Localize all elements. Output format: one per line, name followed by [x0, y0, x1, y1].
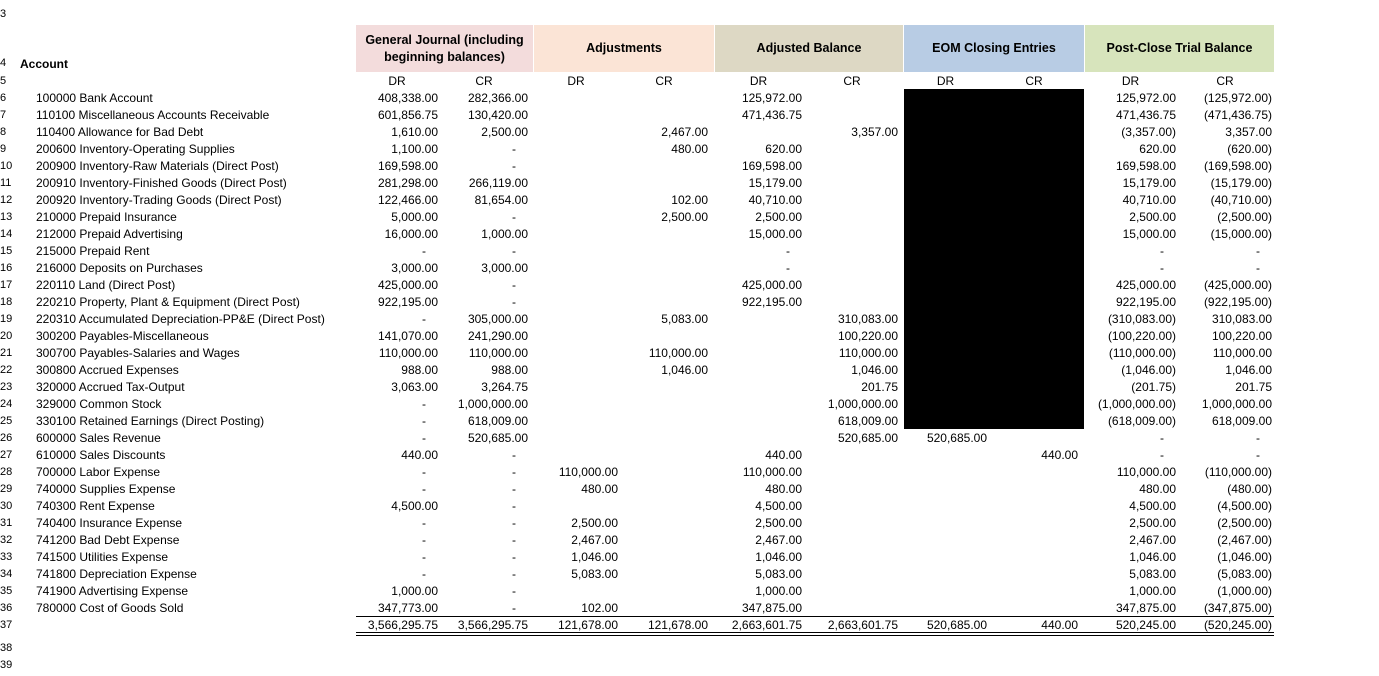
row-number[interactable]: 4 [0, 57, 7, 69]
row-number[interactable]: 31 [0, 517, 13, 529]
cr-header[interactable]: CR [475, 74, 493, 88]
amount-cell-ab-cr[interactable]: 1,046.00 [851, 363, 898, 377]
amount-cell-pc-dr[interactable]: 15,179.00 [1122, 176, 1176, 190]
header-general-journal[interactable]: General Journal (including beginning balances) [356, 25, 533, 72]
row-number[interactable]: 11 [0, 177, 12, 189]
amount-cell-gj-dr[interactable]: 922,195.00 [377, 295, 438, 309]
amount-cell-pc-dr[interactable]: 425,000.00 [1115, 278, 1176, 292]
amount-cell-gj-cr[interactable]: 130,420.00 [467, 108, 528, 122]
total-cell-gj-cr[interactable]: 3,566,295.75 [457, 618, 528, 632]
amount-cell-gj-dr[interactable]: - [422, 312, 426, 326]
amount-cell-gj-dr[interactable]: 988.00 [401, 363, 438, 377]
amount-cell-pc-cr[interactable]: (5,083.00) [1217, 567, 1272, 581]
amount-cell-ab-dr[interactable]: 2,500.00 [755, 516, 802, 530]
account-name[interactable]: 212000 Prepaid Advertising [36, 227, 183, 241]
amount-cell-gj-cr[interactable]: 1,000.00 [481, 227, 528, 241]
amount-cell-gj-cr[interactable]: 988.00 [491, 363, 528, 377]
account-name[interactable]: 740000 Supplies Expense [36, 482, 176, 496]
header-eom-closing[interactable]: EOM Closing Entries [904, 25, 1084, 72]
amount-cell-gj-cr[interactable]: 1,000,000.00 [457, 397, 528, 411]
amount-cell-adj-dr[interactable]: 102.00 [581, 601, 618, 615]
amount-cell-gj-cr[interactable]: - [512, 499, 516, 513]
row-number[interactable]: 23 [0, 381, 13, 393]
amount-cell-adj-dr[interactable]: 2,500.00 [571, 516, 618, 530]
row-number[interactable]: 7 [0, 109, 7, 121]
amount-cell-adj-cr[interactable]: 480.00 [671, 142, 708, 156]
amount-cell-pc-dr[interactable]: (1,000,000.00) [1097, 397, 1176, 411]
row-number[interactable]: 12 [0, 194, 13, 206]
redacted-block [904, 89, 1084, 429]
amount-cell-gj-cr[interactable]: - [512, 584, 516, 598]
amount-cell-ab-cr[interactable]: 520,685.00 [837, 431, 898, 445]
amount-cell-gj-dr[interactable]: 16,000.00 [384, 227, 438, 241]
amount-cell-gj-cr[interactable]: - [512, 159, 516, 173]
amount-cell-pc-dr[interactable]: 110,000.00 [1116, 465, 1176, 479]
row-number[interactable]: 29 [0, 483, 13, 495]
account-name[interactable]: 220210 Property, Plant & Equipment (Direct Post) [36, 295, 300, 309]
amount-cell-eom-dr[interactable]: 520,685.00 [926, 431, 987, 445]
total-cell-eom-dr[interactable]: 520,685.00 [926, 618, 987, 632]
amount-cell-pc-cr[interactable]: (2,467.00) [1217, 533, 1272, 547]
amount-cell-gj-dr[interactable]: 425,000.00 [377, 278, 438, 292]
amount-cell-ab-dr[interactable]: 4,500.00 [755, 499, 802, 513]
row-number[interactable]: 34 [0, 568, 13, 580]
row-number[interactable]: 30 [0, 500, 13, 512]
amount-cell-gj-dr[interactable]: - [422, 482, 426, 496]
amount-cell-pc-dr[interactable]: 1,046.00 [1129, 550, 1176, 564]
amount-cell-pc-cr[interactable]: (425,000.00) [1203, 278, 1272, 292]
amount-cell-pc-dr[interactable]: 5,083.00 [1129, 567, 1176, 581]
amount-cell-gj-cr[interactable]: - [512, 295, 516, 309]
account-name[interactable]: 200920 Inventory-Trading Goods (Direct Post) [36, 193, 282, 207]
amount-cell-gj-cr[interactable]: - [512, 278, 516, 292]
row-number[interactable]: 8 [0, 126, 7, 138]
amount-cell-pc-cr[interactable]: (169,598.00) [1203, 159, 1272, 173]
row-number[interactable]: 16 [0, 262, 13, 274]
amount-cell-adj-cr[interactable]: 1,046.00 [661, 363, 708, 377]
amount-cell-ab-dr[interactable]: 620.00 [765, 142, 802, 156]
amount-cell-ab-dr[interactable]: 5,083.00 [755, 567, 802, 581]
amount-cell-pc-dr[interactable]: 15,000.00 [1122, 227, 1176, 241]
total-cell-gj-dr[interactable]: 3,566,295.75 [367, 618, 438, 632]
amount-cell-pc-cr[interactable]: (15,179.00) [1210, 176, 1272, 190]
amount-cell-gj-cr[interactable]: - [512, 533, 516, 547]
amount-cell-gj-cr[interactable]: - [512, 210, 516, 224]
amount-cell-gj-dr[interactable]: 5,000.00 [391, 210, 438, 224]
amount-cell-pc-dr[interactable]: 40,710.00 [1122, 193, 1176, 207]
amount-cell-adj-cr[interactable]: 102.00 [671, 193, 708, 207]
cr-header[interactable]: CR [1216, 74, 1234, 88]
amount-cell-gj-dr[interactable]: - [422, 465, 426, 479]
account-name[interactable]: 110400 Allowance for Bad Debt [36, 125, 204, 139]
amount-cell-gj-dr[interactable]: 601,856.75 [377, 108, 438, 122]
amount-cell-adj-cr[interactable]: 110,000.00 [648, 346, 708, 360]
amount-cell-gj-cr[interactable]: 241,290.00 [467, 329, 528, 343]
amount-cell-pc-cr[interactable]: (15,000.00) [1210, 227, 1272, 241]
amount-cell-pc-dr[interactable]: - [1160, 261, 1164, 275]
dr-header[interactable]: DR [567, 74, 585, 88]
amount-cell-pc-cr[interactable]: - [1256, 448, 1260, 462]
amount-cell-pc-dr[interactable]: 125,972.00 [1115, 91, 1176, 105]
amount-cell-pc-dr[interactable]: (618,009.00) [1107, 414, 1176, 428]
amount-cell-gj-cr[interactable]: 81,654.00 [474, 193, 528, 207]
row-number[interactable]: 13 [0, 211, 13, 223]
amount-cell-ab-cr[interactable]: 100,220.00 [837, 329, 898, 343]
account-name[interactable]: 300700 Payables-Salaries and Wages [36, 346, 240, 360]
amount-cell-gj-dr[interactable]: 347,773.00 [377, 601, 438, 615]
row-number[interactable]: 32 [0, 534, 13, 546]
amount-cell-pc-cr[interactable]: - [1256, 431, 1260, 445]
amount-cell-gj-dr[interactable]: 169,598.00 [377, 159, 438, 173]
amount-cell-gj-dr[interactable]: - [422, 533, 426, 547]
account-name[interactable]: 700000 Labor Expense [36, 465, 161, 479]
amount-cell-gj-cr[interactable]: 110,000.00 [468, 346, 528, 360]
amount-cell-pc-cr[interactable]: (922,195.00) [1203, 295, 1272, 309]
amount-cell-ab-cr[interactable]: 110,000.00 [838, 346, 898, 360]
dr-header[interactable]: DR [749, 74, 768, 88]
amount-cell-pc-cr[interactable]: 100,220.00 [1211, 329, 1272, 343]
total-cell-pc-cr[interactable]: (520,245.00) [1203, 618, 1272, 632]
amount-cell-gj-cr[interactable]: - [512, 482, 516, 496]
account-name[interactable]: 300800 Accrued Expenses [36, 363, 179, 377]
amount-cell-ab-dr[interactable]: 2,500.00 [755, 210, 802, 224]
row-number[interactable]: 5 [0, 75, 7, 87]
amount-cell-gj-dr[interactable]: 1,100.00 [391, 142, 438, 156]
account-name[interactable]: 200900 Inventory-Raw Materials (Direct Post) [36, 159, 279, 173]
amount-cell-ab-dr[interactable]: - [786, 244, 790, 258]
row-number[interactable]: 10 [0, 160, 13, 172]
row-number[interactable]: 17 [0, 279, 13, 291]
amount-cell-gj-dr[interactable]: 141,070.00 [377, 329, 438, 343]
account-name[interactable]: 741500 Utilities Expense [36, 550, 169, 564]
totals-double-border [356, 635, 1274, 636]
amount-cell-gj-cr[interactable]: 3,264.75 [481, 380, 528, 394]
row-number[interactable]: 36 [0, 602, 13, 614]
amount-cell-pc-cr[interactable]: 201.75 [1235, 380, 1272, 394]
amount-cell-ab-dr[interactable]: 110,000.00 [742, 465, 802, 479]
amount-cell-pc-dr[interactable]: (201.75) [1131, 380, 1176, 394]
header-post-close[interactable]: Post-Close Trial Balance [1085, 25, 1274, 72]
amount-cell-adj-dr[interactable]: 5,083.00 [571, 567, 618, 581]
amount-cell-pc-cr[interactable]: 3,357.00 [1225, 125, 1272, 139]
amount-cell-gj-cr[interactable]: 2,500.00 [481, 125, 528, 139]
amount-cell-adj-dr[interactable]: 2,467.00 [571, 533, 618, 547]
account-name[interactable]: 200910 Inventory-Finished Goods (Direct Post) [36, 176, 287, 190]
amount-cell-pc-dr[interactable]: 2,500.00 [1129, 516, 1176, 530]
header-adjusted-balance[interactable]: Adjusted Balance [715, 25, 903, 72]
account-name[interactable]: 216000 Deposits on Purchases [36, 261, 203, 275]
amount-cell-adj-cr[interactable]: 2,467.00 [661, 125, 708, 139]
cr-header[interactable]: CR [1025, 74, 1043, 88]
amount-cell-ab-cr[interactable]: 618,009.00 [837, 414, 898, 428]
cr-header[interactable]: CR [655, 74, 673, 88]
amount-cell-gj-cr[interactable]: - [512, 567, 516, 581]
row-number[interactable]: 24 [0, 398, 13, 410]
account-header[interactable]: Account [20, 57, 68, 71]
amount-cell-ab-dr[interactable]: 480.00 [765, 482, 802, 496]
amount-cell-ab-dr[interactable]: 15,000.00 [748, 227, 802, 241]
row-number[interactable]: 22 [0, 364, 13, 376]
amount-cell-gj-cr[interactable]: - [512, 516, 516, 530]
amount-cell-pc-cr[interactable]: (2,500.00) [1217, 210, 1272, 224]
amount-cell-ab-dr[interactable]: 125,972.00 [741, 91, 802, 105]
amount-cell-pc-dr[interactable]: (110,000.00) [1108, 346, 1176, 360]
amount-cell-pc-cr[interactable]: - [1256, 244, 1260, 258]
amount-cell-gj-cr[interactable]: 618,009.00 [467, 414, 528, 428]
account-name[interactable]: 200600 Inventory-Operating Supplies [36, 142, 235, 156]
amount-cell-ab-dr[interactable]: 471,436.75 [741, 108, 802, 122]
account-name[interactable]: 741200 Bad Debt Expense [36, 533, 180, 547]
account-name[interactable]: 780000 Cost of Goods Sold [36, 601, 184, 615]
row-number[interactable]: 21 [0, 347, 13, 359]
row-number[interactable]: 35 [0, 585, 13, 597]
amount-cell-pc-dr[interactable]: 620.00 [1139, 142, 1176, 156]
row-number[interactable]: 27 [0, 449, 13, 461]
amount-cell-gj-dr[interactable]: 3,000.00 [391, 261, 438, 275]
amount-cell-pc-cr[interactable]: - [1256, 261, 1260, 275]
amount-cell-ab-dr[interactable]: 2,467.00 [755, 533, 802, 547]
amount-cell-gj-cr[interactable]: - [512, 550, 516, 564]
amount-cell-ab-dr[interactable]: 1,046.00 [755, 550, 802, 564]
amount-cell-pc-cr[interactable]: (110,000.00) [1204, 465, 1272, 479]
amount-cell-pc-dr[interactable]: - [1160, 448, 1164, 462]
row-number[interactable]: 20 [0, 330, 13, 342]
amount-cell-adj-dr[interactable]: 1,046.00 [571, 550, 618, 564]
totals-bottom-border [356, 632, 1274, 633]
row-number[interactable]: 25 [0, 415, 13, 427]
account-name[interactable]: 220310 Accumulated Depreciation-PP&E (Direct Post) [36, 312, 325, 326]
amount-cell-pc-cr[interactable]: 110,000.00 [1212, 346, 1272, 360]
account-name[interactable]: 110100 Miscellaneous Accounts Receivable [36, 108, 270, 122]
amount-cell-pc-dr[interactable]: (100,220.00) [1107, 329, 1176, 343]
row-number[interactable]: 14 [0, 228, 13, 240]
amount-cell-gj-cr[interactable]: - [512, 601, 516, 615]
row-number[interactable]: 9 [0, 143, 7, 155]
amount-cell-pc-cr[interactable]: (347,875.00) [1203, 601, 1272, 615]
row-number[interactable]: 33 [0, 551, 13, 563]
amount-cell-pc-dr[interactable]: 347,875.00 [1115, 601, 1176, 615]
amount-cell-gj-dr[interactable]: 4,500.00 [391, 499, 438, 513]
amount-cell-eom-cr[interactable]: 440.00 [1041, 448, 1078, 462]
row-number[interactable]: 19 [0, 313, 13, 325]
amount-cell-gj-cr[interactable]: 305,000.00 [467, 312, 528, 326]
amount-cell-ab-cr[interactable]: 201.75 [861, 380, 898, 394]
amount-cell-pc-cr[interactable]: (2,500.00) [1217, 516, 1272, 530]
amount-cell-pc-cr[interactable]: 1,000,000.00 [1201, 397, 1272, 411]
dr-header[interactable]: DR [936, 74, 955, 88]
account-name[interactable]: 320000 Accrued Tax-Output [36, 380, 185, 394]
total-cell-ab-dr[interactable]: 2,663,601.75 [731, 618, 802, 632]
account-name[interactable]: 329000 Common Stock [36, 397, 162, 411]
amount-cell-gj-cr[interactable]: 3,000.00 [481, 261, 528, 275]
amount-cell-gj-dr[interactable]: - [422, 516, 426, 530]
amount-cell-gj-dr[interactable]: 281,298.00 [377, 176, 438, 190]
amount-cell-pc-dr[interactable]: (3,357.00) [1121, 125, 1176, 139]
amount-cell-ab-cr[interactable]: 3,357.00 [851, 125, 898, 139]
row-number[interactable]: 37 [0, 619, 13, 631]
amount-cell-gj-dr[interactable]: - [422, 567, 426, 581]
amount-cell-ab-dr[interactable]: 440.00 [765, 448, 802, 462]
amount-cell-pc-dr[interactable]: 2,467.00 [1129, 533, 1176, 547]
amount-cell-pc-cr[interactable]: (40,710.00) [1210, 193, 1272, 207]
amount-cell-ab-dr[interactable]: 922,195.00 [741, 295, 802, 309]
account-name[interactable]: 740300 Rent Expense [36, 499, 155, 513]
amount-cell-pc-cr[interactable]: (620.00) [1227, 142, 1272, 156]
amount-cell-pc-cr[interactable]: (125,972.00) [1203, 91, 1272, 105]
amount-cell-ab-cr[interactable]: 310,083.00 [837, 312, 898, 326]
amount-cell-ab-dr[interactable]: 15,179.00 [748, 176, 802, 190]
account-name[interactable]: 741800 Depreciation Expense [36, 567, 197, 581]
account-name[interactable]: 215000 Prepaid Rent [36, 244, 150, 258]
amount-cell-pc-dr[interactable]: 169,598.00 [1115, 159, 1176, 173]
amount-cell-adj-cr[interactable]: 2,500.00 [661, 210, 708, 224]
amount-cell-pc-dr[interactable]: 471,436.75 [1115, 108, 1176, 122]
row-number[interactable]: 3 [0, 8, 7, 20]
header-adjustments[interactable]: Adjustments [534, 25, 714, 72]
amount-cell-ab-dr[interactable]: 1,000.00 [755, 584, 802, 598]
amount-cell-gj-cr[interactable]: 520,685.00 [467, 431, 528, 445]
amount-cell-pc-cr[interactable]: (4,500.00) [1217, 499, 1272, 513]
account-name[interactable]: 600000 Sales Revenue [36, 431, 161, 445]
amount-cell-gj-dr[interactable]: - [422, 397, 426, 411]
amount-cell-pc-cr[interactable]: (471,436.75) [1203, 108, 1272, 122]
amount-cell-pc-dr[interactable]: (310,083.00) [1107, 312, 1176, 326]
amount-cell-adj-dr[interactable]: 480.00 [581, 482, 618, 496]
amount-cell-gj-dr[interactable]: - [422, 431, 426, 445]
amount-cell-gj-cr[interactable]: 266,119.00 [468, 176, 528, 190]
row-number[interactable]: 15 [0, 245, 13, 257]
amount-cell-gj-dr[interactable]: 440.00 [401, 448, 438, 462]
amount-cell-ab-dr[interactable]: - [786, 261, 790, 275]
amount-cell-ab-dr[interactable]: 40,710.00 [748, 193, 802, 207]
amount-cell-pc-dr[interactable]: - [1160, 244, 1164, 258]
amount-cell-pc-cr[interactable]: 1,046.00 [1225, 363, 1272, 377]
cr-header[interactable]: CR [843, 74, 861, 88]
amount-cell-pc-dr[interactable]: 922,195.00 [1115, 295, 1176, 309]
amount-cell-pc-dr[interactable]: 1,000.00 [1129, 584, 1176, 598]
account-name[interactable]: 330100 Retained Earnings (Direct Posting) [36, 414, 265, 428]
amount-cell-ab-dr[interactable]: 425,000.00 [741, 278, 802, 292]
account-name[interactable]: 610000 Sales Discounts [36, 448, 166, 462]
row-number[interactable]: 26 [0, 432, 13, 444]
row-number[interactable]: 28 [0, 466, 13, 478]
amount-cell-gj-dr[interactable]: 3,063.00 [391, 380, 438, 394]
account-name[interactable]: 100000 Bank Account [36, 91, 153, 105]
row-number[interactable]: 39 [0, 659, 13, 671]
amount-cell-ab-dr[interactable]: 169,598.00 [741, 159, 802, 173]
amount-cell-gj-dr[interactable]: - [422, 550, 426, 564]
total-cell-ab-cr[interactable]: 2,663,601.75 [827, 618, 898, 632]
amount-cell-gj-cr[interactable]: - [512, 244, 516, 258]
amount-cell-pc-cr[interactable]: 618,009.00 [1211, 414, 1272, 428]
amount-cell-pc-dr[interactable]: 4,500.00 [1129, 499, 1176, 513]
amount-cell-pc-dr[interactable]: - [1160, 431, 1164, 445]
dr-header[interactable]: DR [1121, 74, 1140, 88]
amount-cell-ab-dr[interactable]: 347,875.00 [741, 601, 802, 615]
amount-cell-pc-cr[interactable]: (1,000.00) [1217, 584, 1272, 598]
account-name[interactable]: 210000 Prepaid Insurance [36, 210, 177, 224]
total-cell-eom-cr[interactable]: 440.00 [1041, 618, 1078, 632]
amount-cell-gj-dr[interactable]: 1,610.00 [391, 125, 438, 139]
amount-cell-adj-dr[interactable]: 110,000.00 [558, 465, 618, 479]
amount-cell-gj-cr[interactable]: - [512, 142, 516, 156]
amount-cell-pc-dr[interactable]: 480.00 [1139, 482, 1176, 496]
row-number[interactable]: 18 [0, 296, 13, 308]
account-name[interactable]: 220110 Land (Direct Post) [36, 278, 176, 292]
row-number[interactable]: 6 [0, 92, 7, 104]
account-name[interactable]: 740400 Insurance Expense [36, 516, 183, 530]
totals-top-border [356, 616, 1274, 617]
account-name[interactable]: 300200 Payables-Miscellaneous [36, 329, 209, 343]
amount-cell-gj-cr[interactable]: - [512, 465, 516, 479]
amount-cell-gj-cr[interactable]: - [512, 448, 516, 462]
account-name[interactable]: 741900 Advertising Expense [36, 584, 189, 598]
amount-cell-gj-cr[interactable]: 282,366.00 [467, 91, 528, 105]
amount-cell-pc-cr[interactable]: (480.00) [1227, 482, 1272, 496]
dr-header[interactable]: DR [388, 74, 406, 88]
row-number[interactable]: 38 [0, 642, 13, 654]
amount-cell-gj-dr[interactable]: 1,000.00 [391, 584, 438, 598]
amount-cell-ab-cr[interactable]: 1,000,000.00 [827, 397, 898, 411]
amount-cell-pc-dr[interactable]: (1,046.00) [1121, 363, 1176, 377]
amount-cell-gj-dr[interactable]: 110,000.00 [378, 346, 438, 360]
amount-cell-gj-dr[interactable]: 122,466.00 [377, 193, 438, 207]
amount-cell-pc-cr[interactable]: 310,083.00 [1211, 312, 1272, 326]
amount-cell-pc-cr[interactable]: (1,046.00) [1217, 550, 1272, 564]
amount-cell-pc-dr[interactable]: 2,500.00 [1129, 210, 1176, 224]
amount-cell-adj-cr[interactable]: 5,083.00 [661, 312, 708, 326]
amount-cell-gj-dr[interactable]: - [422, 244, 426, 258]
total-cell-adj-dr[interactable]: 121,678.00 [557, 618, 618, 632]
total-cell-pc-dr[interactable]: 520,245.00 [1115, 618, 1176, 632]
amount-cell-gj-dr[interactable]: - [422, 414, 426, 428]
total-cell-adj-cr[interactable]: 121,678.00 [647, 618, 708, 632]
amount-cell-gj-dr[interactable]: 408,338.00 [377, 91, 438, 105]
